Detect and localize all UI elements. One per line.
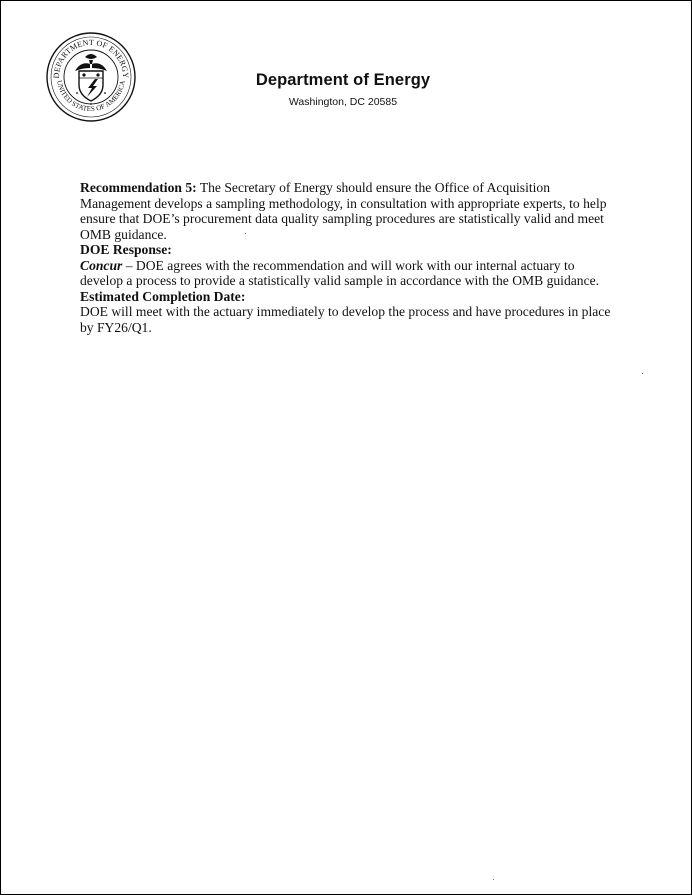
seal-bottom-text: UNITED STATES OF AMERICA bbox=[55, 79, 127, 114]
doe-seal bbox=[45, 31, 137, 123]
letter-body bbox=[80, 180, 620, 335]
response-paragraph bbox=[80, 258, 620, 289]
completion-heading: Estimated Completion Date: bbox=[80, 288, 246, 304]
scan-speck bbox=[642, 373, 643, 374]
response-text: – DOE agrees with the recommendation and will work with our internal actuary to develop a process to provide a statistically valid sample in accordance with the OMB guidance. bbox=[80, 257, 600, 288]
department-title: Department of Energy bbox=[255, 71, 431, 89]
recommendation-label: Recommendation 5: bbox=[80, 180, 197, 195]
department-address: Washington, DC 20585 bbox=[288, 96, 398, 108]
response-heading: DOE Response: bbox=[80, 242, 172, 257]
recommendation-paragraph bbox=[80, 180, 620, 242]
doe-seal-icon bbox=[45, 31, 137, 123]
concur-label: Concur bbox=[80, 257, 123, 273]
scan-speck bbox=[493, 879, 494, 880]
recommendation-text: The Secretary of Energy should ensure the Office of Acquisition Management develops a sampling methodology, in consultation with appropriate experts, to help ensure that DOE’s procurement data quality sampling procedures are statistically valid and meet OMB guidance. bbox=[80, 180, 607, 242]
seal-top-text: DEPARTMENT OF ENERGY bbox=[51, 37, 131, 79]
completion-paragraph: DOE will meet with the actuary immediately to develop the process and have procedures in place by FY26/Q1. bbox=[80, 304, 611, 335]
letterhead bbox=[201, 71, 485, 108]
scan-speck bbox=[245, 233, 246, 234]
